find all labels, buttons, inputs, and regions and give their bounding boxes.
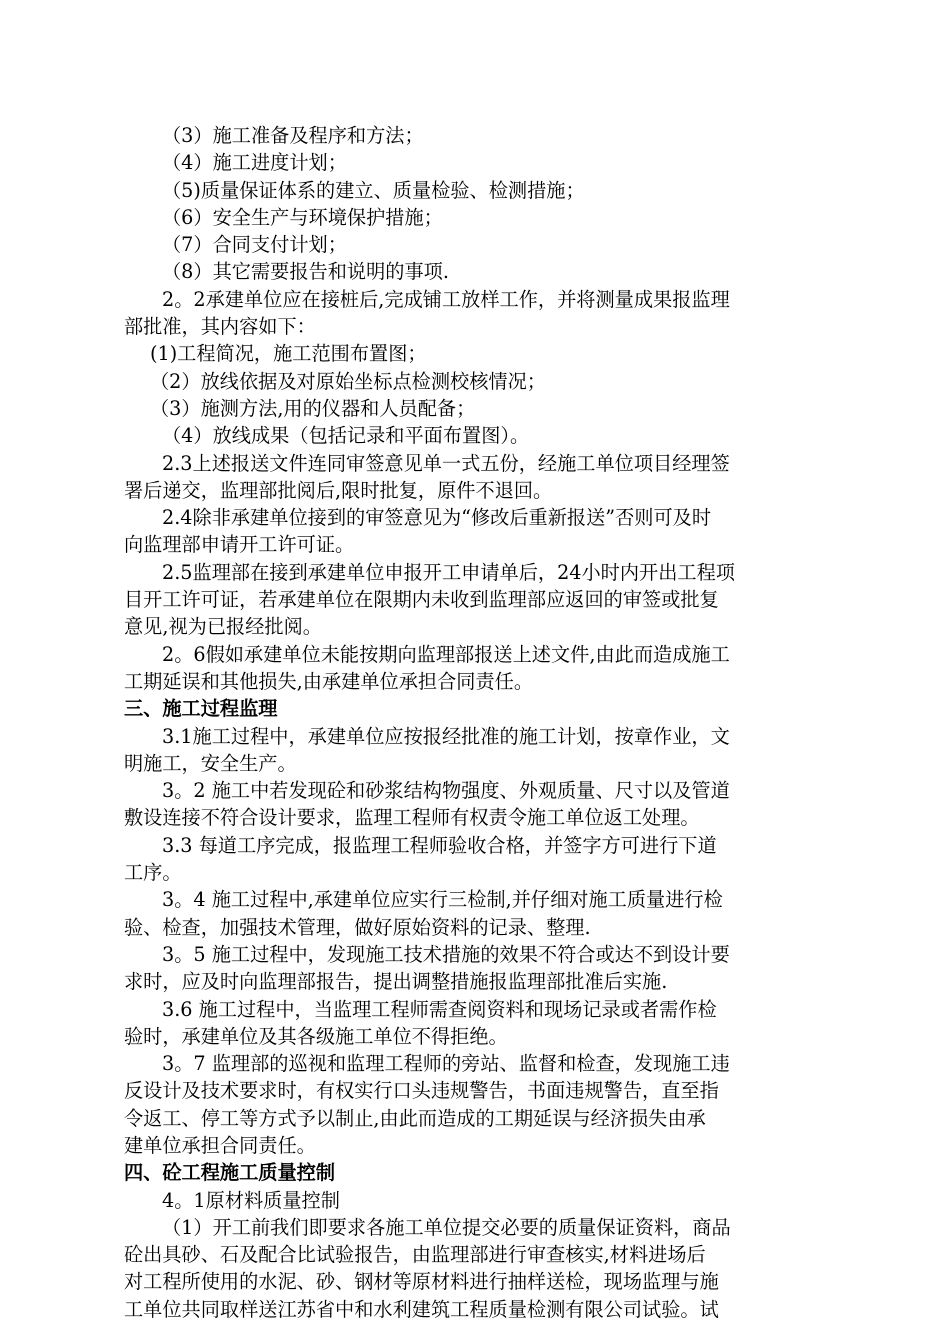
text-line: 3。2 施工中若发现砼和砂浆结构物强度、外观质量、尺寸以及管道	[162, 779, 730, 803]
text-line: 2。2承建单位应在接桩后,完成铺工放样工作，并将测量成果报监理	[162, 287, 730, 311]
text-line: 敷设连接不符合设计要求，监理工程师有权责令施工单位返工处理。	[124, 806, 700, 830]
text-line: 3.6 施工过程中，当监理工程师需查阅资料和现场记录或者需作检	[162, 997, 717, 1021]
text-line: （4）放线成果（包括记录和平面布置图）。	[162, 424, 530, 448]
text-line: 部批准，其内容如下：	[124, 315, 316, 339]
text-line: 明施工，安全生产。	[124, 751, 297, 775]
text-line: 对工程所使用的水泥、砂、钢材等原材料进行抽样送检，现场监理与施	[124, 1270, 719, 1294]
text-line: （1）开工前我们即要求各施工单位提交必要的质量保证资料，商品	[162, 1215, 731, 1239]
text-line: 反设计及技术要求时，有权实行口头违规警告，书面违规警告，直至指	[124, 1079, 719, 1103]
text-line: 向监理部申请开工许可证。	[124, 533, 355, 557]
text-line: 求时，应及时向监理部报告，提出调整措施报监理部批准后实施.	[124, 970, 668, 994]
text-line: （8）其它需要报告和说明的事项.	[162, 260, 449, 284]
text-line: 2。6假如承建单位未能按期向监理部报送上述文件,由此而造成施工	[162, 642, 730, 666]
section-heading: 三、施工过程监理	[124, 697, 278, 721]
document-page	[124, 122, 830, 1323]
text-line: 3。7 监理部的巡视和监理工程师的旁站、监督和检查，发现施工违	[162, 1052, 730, 1076]
text-line: 3.3 每道工序完成，报监理工程师验收合格，并签字方可进行下道	[162, 833, 717, 857]
text-line: 验时，承建单位及其各级施工单位不得拒绝。	[124, 1024, 508, 1048]
text-line: 建单位承担合同责任。	[124, 1133, 316, 1157]
text-line: 2.5监理部在接到承建单位申报开工申请单后，24小时内开出工程项	[162, 560, 735, 584]
text-line: 工单位共同取样送江苏省中和水利建筑工程质量检测有限公司试验。试	[124, 1297, 719, 1321]
text-line: 砼出具砂、石及配合比试验报告，由监理部进行审查核实,材料进场后	[124, 1243, 706, 1267]
text-line: 2.3上述报送文件连同审签意见单一式五份，经施工单位项目经理签	[162, 451, 730, 475]
text-line: 工序。	[124, 861, 182, 885]
text-line: （2）放线依据及对原始坐标点检测校核情况；	[150, 369, 546, 393]
text-line: 3。4 施工过程中,承建单位应实行三检制,并仔细对施工质量进行检	[162, 888, 723, 912]
text-line: （3）施测方法,用的仪器和人员配备；	[150, 396, 476, 420]
text-line: 3。5 施工过程中，发现施工技术措施的效果不符合或达不到设计要	[162, 942, 730, 966]
text-line: （6）安全生产与环境保护措施；	[162, 205, 443, 229]
text-line: 2.4除非承建单位接到的审签意见为“修改后重新报送”否则可及时	[162, 506, 712, 530]
text-line: 验、检查，加强技术管理，做好原始资料的记录、整理.	[124, 915, 591, 939]
text-line: 目开工许可证，若承建单位在限期内未收到监理部应返回的审签或批复	[124, 588, 719, 612]
text-line: 署后递交，监理部批阅后,限时批复，原件不退回。	[124, 478, 553, 502]
text-line: 3.1施工过程中，承建单位应按报经批准的施工计划，按章作业，文	[162, 724, 730, 748]
text-line: (1)工程简况，施工范围布置图；	[150, 342, 427, 366]
text-line: 意见,视为已报经批阅。	[124, 615, 322, 639]
text-line: （7）合同支付计划；	[162, 233, 347, 257]
text-line: （3）施工准备及程序和方法；	[162, 124, 424, 147]
text-line: 令返工、停工等方式予以制止,由此而造成的工期延误与经济损失由承	[124, 1106, 706, 1130]
text-line: （5)质量保证体系的建立、质量检验、检测措施；	[162, 178, 585, 202]
text-line: （4）施工进度计划；	[162, 151, 347, 175]
text-line: 工期延误和其他损失,由承建单位承担合同责任。	[124, 669, 534, 693]
section-heading: 四、砼工程施工质量控制	[124, 1161, 336, 1185]
text-line: 4。1原材料质量控制	[162, 1188, 340, 1212]
